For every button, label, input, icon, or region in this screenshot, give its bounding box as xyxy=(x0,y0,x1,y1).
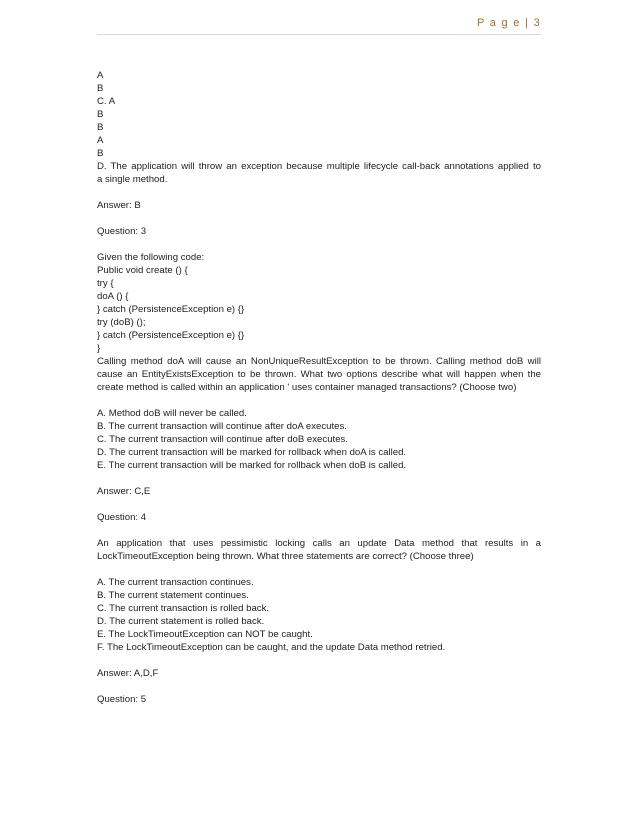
question-3-option: B. The current transaction will continue after doA executes. xyxy=(97,421,347,432)
code-line: try (doB) (); xyxy=(97,317,146,328)
question-4-option: A. The current transaction continues. xyxy=(97,577,254,588)
option-line: B xyxy=(97,83,104,94)
option-line: B xyxy=(97,148,104,159)
question-4-option: F. The LockTimeoutException can be caught, and the update Data method retried. xyxy=(97,642,446,653)
question-4-body-line: LockTimeoutException being thrown. What three statements are correct? (Choose three) xyxy=(97,551,474,562)
code-line: } catch (PersistenceException e) {} xyxy=(97,330,245,341)
option-line: B xyxy=(97,122,104,133)
code-line: try { xyxy=(97,278,114,289)
question-3-option: C. The current transaction will continue after doB executes. xyxy=(97,434,348,445)
question-4-title: Question: 4 xyxy=(97,512,147,523)
question-4-option: E. The LockTimeoutException can NOT be caught. xyxy=(97,629,313,640)
question-5-title: Question: 5 xyxy=(97,694,147,705)
question-4-answer: Answer: A,D,F xyxy=(97,668,159,679)
question-4-option: C. The current transaction is rolled back. xyxy=(97,603,270,614)
option-line: B xyxy=(97,109,104,120)
option-line: A xyxy=(97,135,104,146)
question-3-body-line: cause an EntityExistsException to be thrown. What two options describe what will happen when the xyxy=(97,369,541,380)
header-divider xyxy=(97,34,541,35)
page-number-header: P a g e | 3 xyxy=(476,17,541,29)
code-line: doA () { xyxy=(97,291,129,302)
question-3-option: E. The current transaction will be marked for rollback when doB is called. xyxy=(97,460,407,471)
question-3-answer: Answer: C,E xyxy=(97,486,151,497)
option-line: C. A xyxy=(97,96,116,107)
question-3-title: Question: 3 xyxy=(97,226,147,237)
code-line: Given the following code: xyxy=(97,252,205,263)
question-4-option: B. The current statement continues. xyxy=(97,590,249,601)
question-3-option: D. The current transaction will be marked for rollback when doA is called. xyxy=(97,447,407,458)
page-content xyxy=(97,69,541,706)
question-3-body-line: Calling method doA will cause an NonUniqueResultException to be thrown. Calling method doB will xyxy=(97,356,541,367)
answer-text: Answer: B xyxy=(97,200,141,211)
code-line: } xyxy=(97,343,101,354)
question-3-body-line: create method is called within an application ' uses container managed transactions? (Choose two) xyxy=(97,382,517,393)
option-d-line: a single method. xyxy=(97,174,168,185)
question-4-option: D. The current statement is rolled back. xyxy=(97,616,265,627)
code-line: } catch (PersistenceException e) {} xyxy=(97,304,245,315)
option-d-line: D. The application will throw an exception because multiple lifecycle call-back annotations applied to xyxy=(97,161,541,172)
code-line: Public void create () { xyxy=(97,265,188,276)
option-line: A xyxy=(97,70,104,81)
question-4-body-line: An application that uses pessimistic locking calls an update Data method that results in a xyxy=(97,538,541,549)
question-3-option: A. Method doB will never be called. xyxy=(97,408,247,419)
